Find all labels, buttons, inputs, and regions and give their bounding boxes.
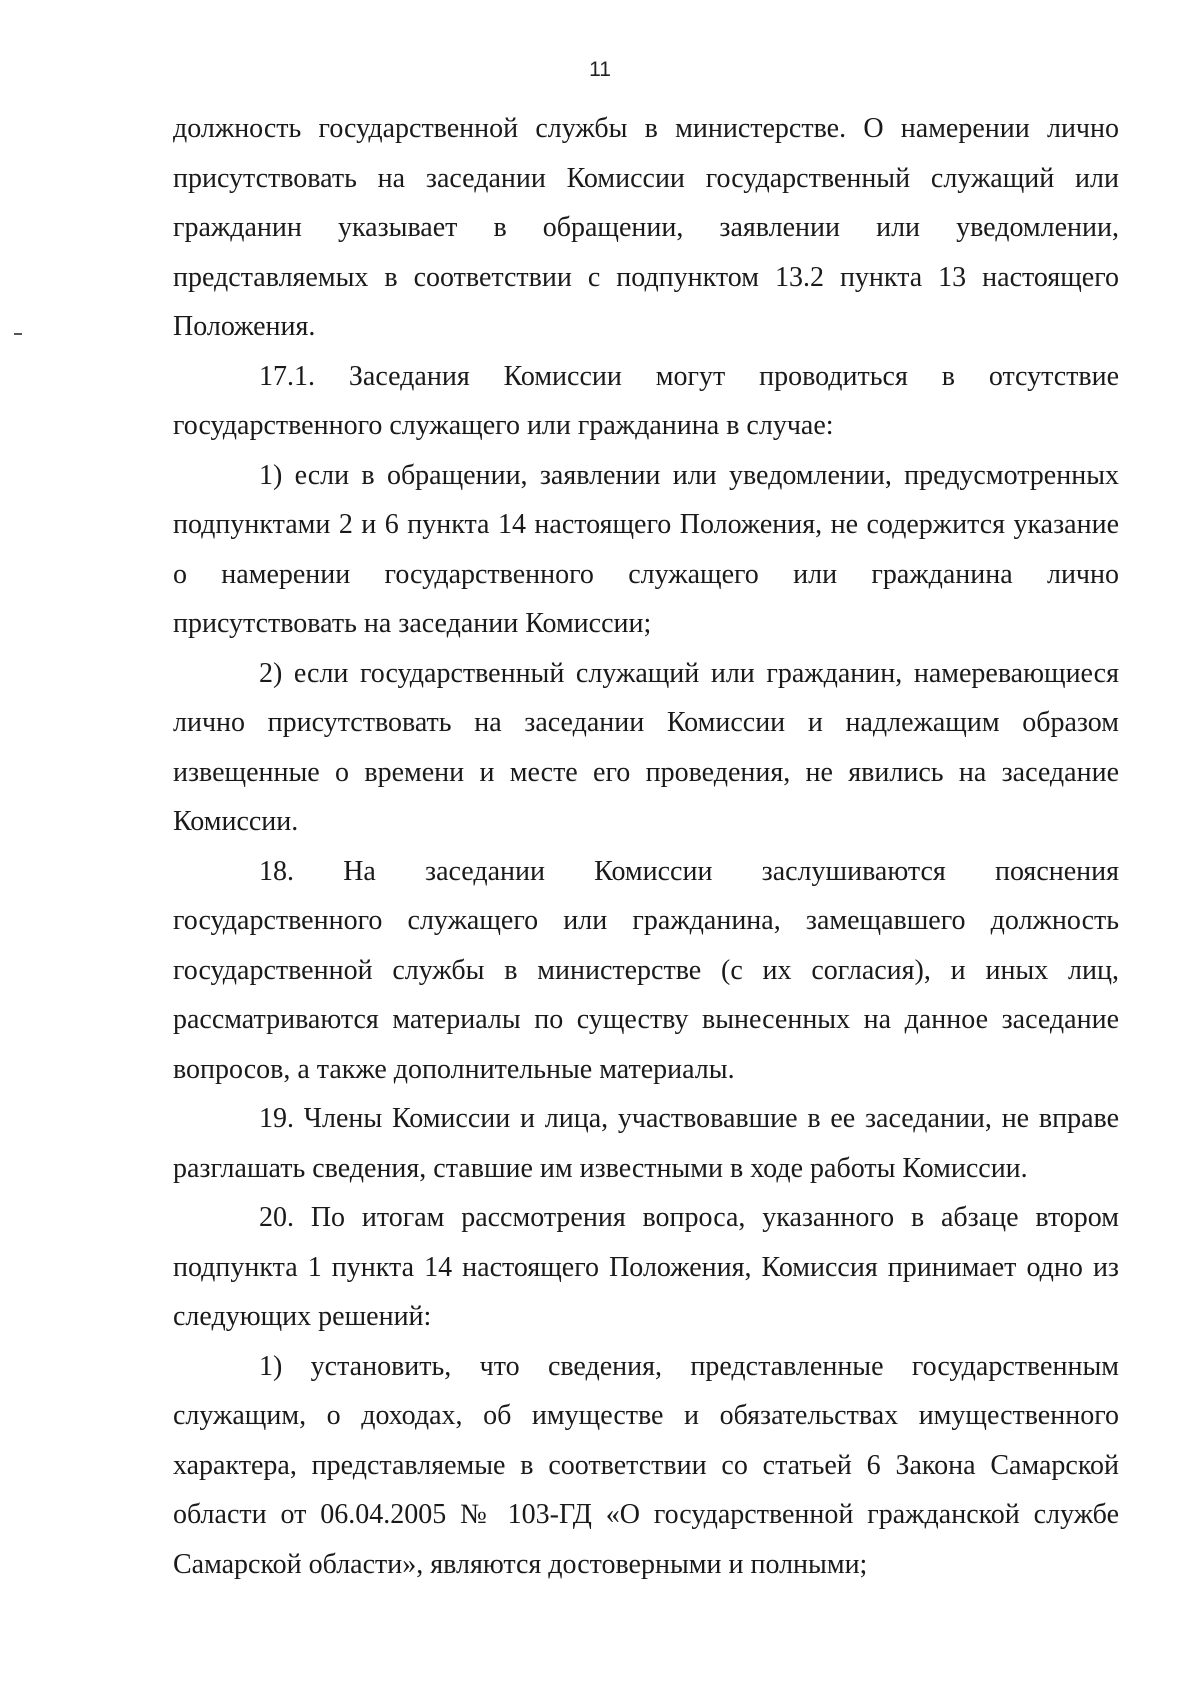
document-body [173,104,1119,1589]
paragraph-19: 19. Члены Комиссии и лица, участвовавшие в ее заседании, не вправе разглашать сведения, ставшие им известными в ходе работы Комиссии. [173,1103,1119,1184]
margin-mark [14,333,22,335]
paragraph-18: 18. На заседании Комиссии заслушиваются пояснения государственного служащего или гражданина, замещавшего должность государственной службы в министерстве (с их согласия), и иных лиц, рассматриваются материалы по существу вынесенных на данное заседание вопросов, а также дополнительные материалы. [173,855,1119,1085]
page-number: 11 [589,58,611,81]
paragraph-17-1-item-2: 2) если государственный служащий или гражданин, намеревающиеся лично присутствовать на заседании Комиссии и надлежащим образом извещенные о времени и месте его проведения, не явились на заседание Комиссии. [173,657,1119,837]
paragraph-20-item-1: 1) установить, что сведения, представленные государственным служащим, о доходах, об имуществе и обязательствах имущественного характера, представляемые в соответствии со статьей 6 Закона Самарской области от 06.04.2005 № 103-ГД «О государственной гражданской службе Самарской области», являются достоверными и полными; [173,1350,1119,1580]
paragraph-20: 20. По итогам рассмотрения вопроса, указанного в абзаце втором подпункта 1 пункта 14 настоящего Положения, Комиссия принимает одно из следующих решений: [173,1202,1119,1332]
paragraph-continuation: должность государственной службы в министерстве. О намерении лично присутствовать на заседании Комиссии государственный служащий или гражданин указывает в обращении, заявлении или уведомлении, представляемых в соответствии с подпунктом 13.2 пункта 13 настоящего Положения. [173,113,1119,342]
paragraph-17-1: 17.1. Заседания Комиссии могут проводиться в отсутствие государственного служащего или гражданина в случае: [173,360,1119,441]
paragraph-17-1-item-1: 1) если в обращении, заявлении или уведомлении, предусмотренных подпунктами 2 и 6 пункта 14 настоящего Положения, не содержится указание о намерении государственного служащего или гражданина лично присутствовать на заседании Комиссии; [173,459,1119,639]
